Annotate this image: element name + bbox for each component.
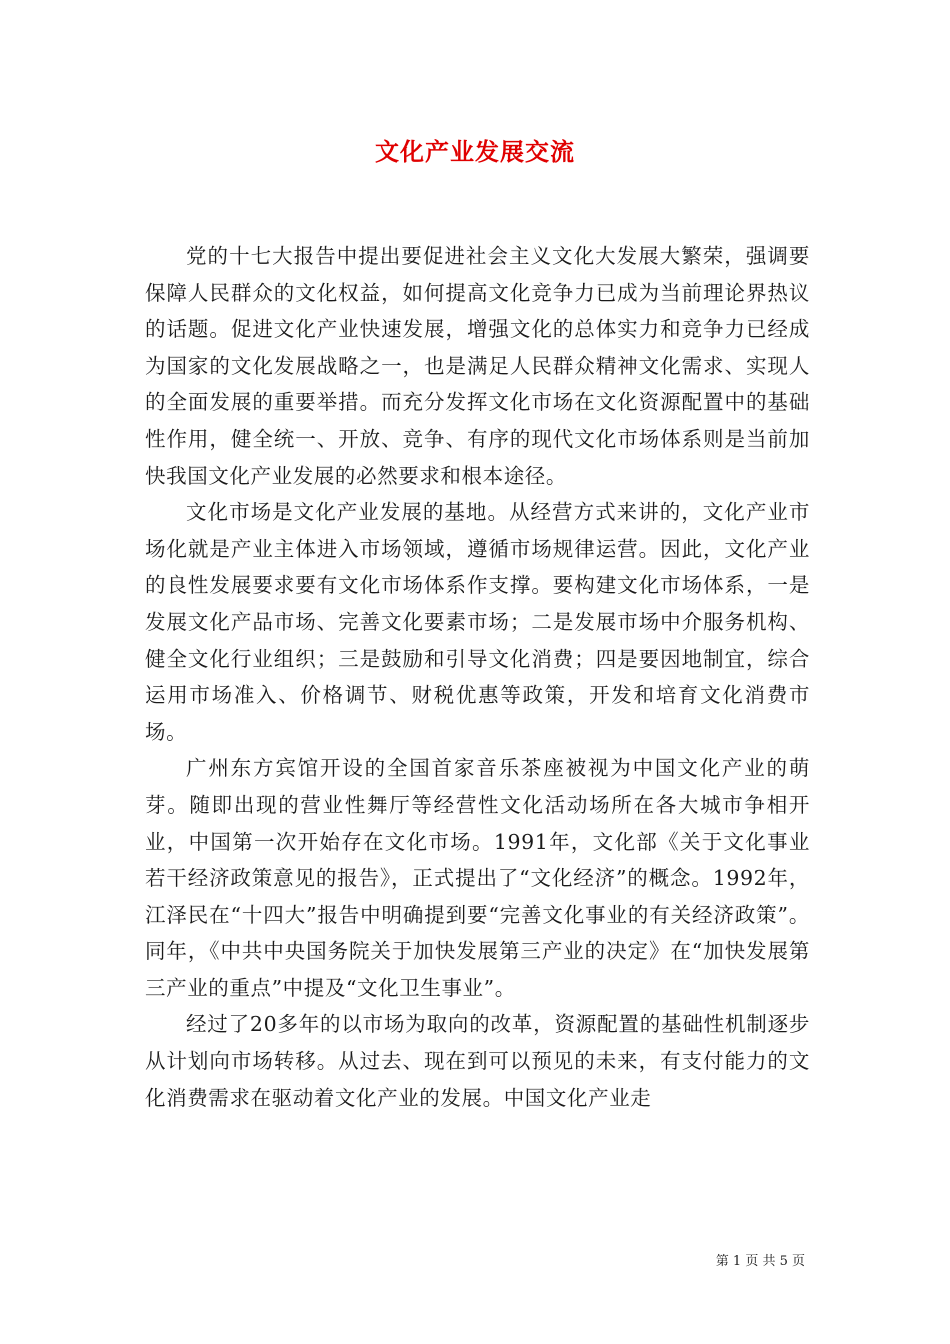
document-body xyxy=(145,238,810,1116)
paragraph: 广州东方宾馆开设的全国首家音乐茶座被视为中国文化产业的萌芽。随即出现的营业性舞厅等经营性文化活动场所在各大城市争相开业，中国第一次开始存在文化市场。1991年，文化部《关于文化事业若干经济政策意见的报告》，正式提出了“文化经济”的概念。1992年，江泽民在“十四大”报告中明确提到要“完善文化事业的有关经济政策”。同年，《中共中央国务院关于加快发展第三产业的决定》在“加快发展第三产业的重点”中提及“文化卫生事业”。 xyxy=(145,756,810,1000)
page-title: 文化产业发展交流 xyxy=(375,137,575,166)
page-number: 第 1 页 共 5 页 xyxy=(715,1254,805,1269)
paragraph: 文化市场是文化产业发展的基地。从经营方式来讲的，文化产业市场化就是产业主体进入市场领域，遵循市场规律运营。因此，文化产业的良性发展要求要有文化市场体系作支撑。要构建文化市场体系，一是发展文化产品市场、完善文化要素市场；二是发展市场中介服务机构、健全文化行业组织；三是鼓励和引导文化消费；四是要因地制宜，综合运用市场准入、价格调节、财税优惠等政策，开发和培育文化消费市场。 xyxy=(145,500,810,744)
paragraph: 党的十七大报告中提出要促进社会主义文化大发展大繁荣，强调要保障人民群众的文化权益，如何提高文化竞争力已成为当前理论界热议的话题。促进文化产业快速发展，增强文化的总体实力和竞争力已经成为国家的文化发展战略之一，也是满足人民群众精神文化需求、实现人的全面发展的重要举措。而充分发挥文化市场在文化资源配置中的基础性作用，健全统一、开放、竞争、有序的现代文化市场体系则是当前加快我国文化产业发展的必然要求和根本途径。 xyxy=(145,244,810,488)
paragraph: 经过了20多年的以市场为取向的改革，资源配置的基础性机制逐步从计划向市场转移。从过去、现在到可以预见的未来，有支付能力的文化消费需求在驱动着文化产业的发展。中国文化产业走 xyxy=(145,1012,810,1110)
